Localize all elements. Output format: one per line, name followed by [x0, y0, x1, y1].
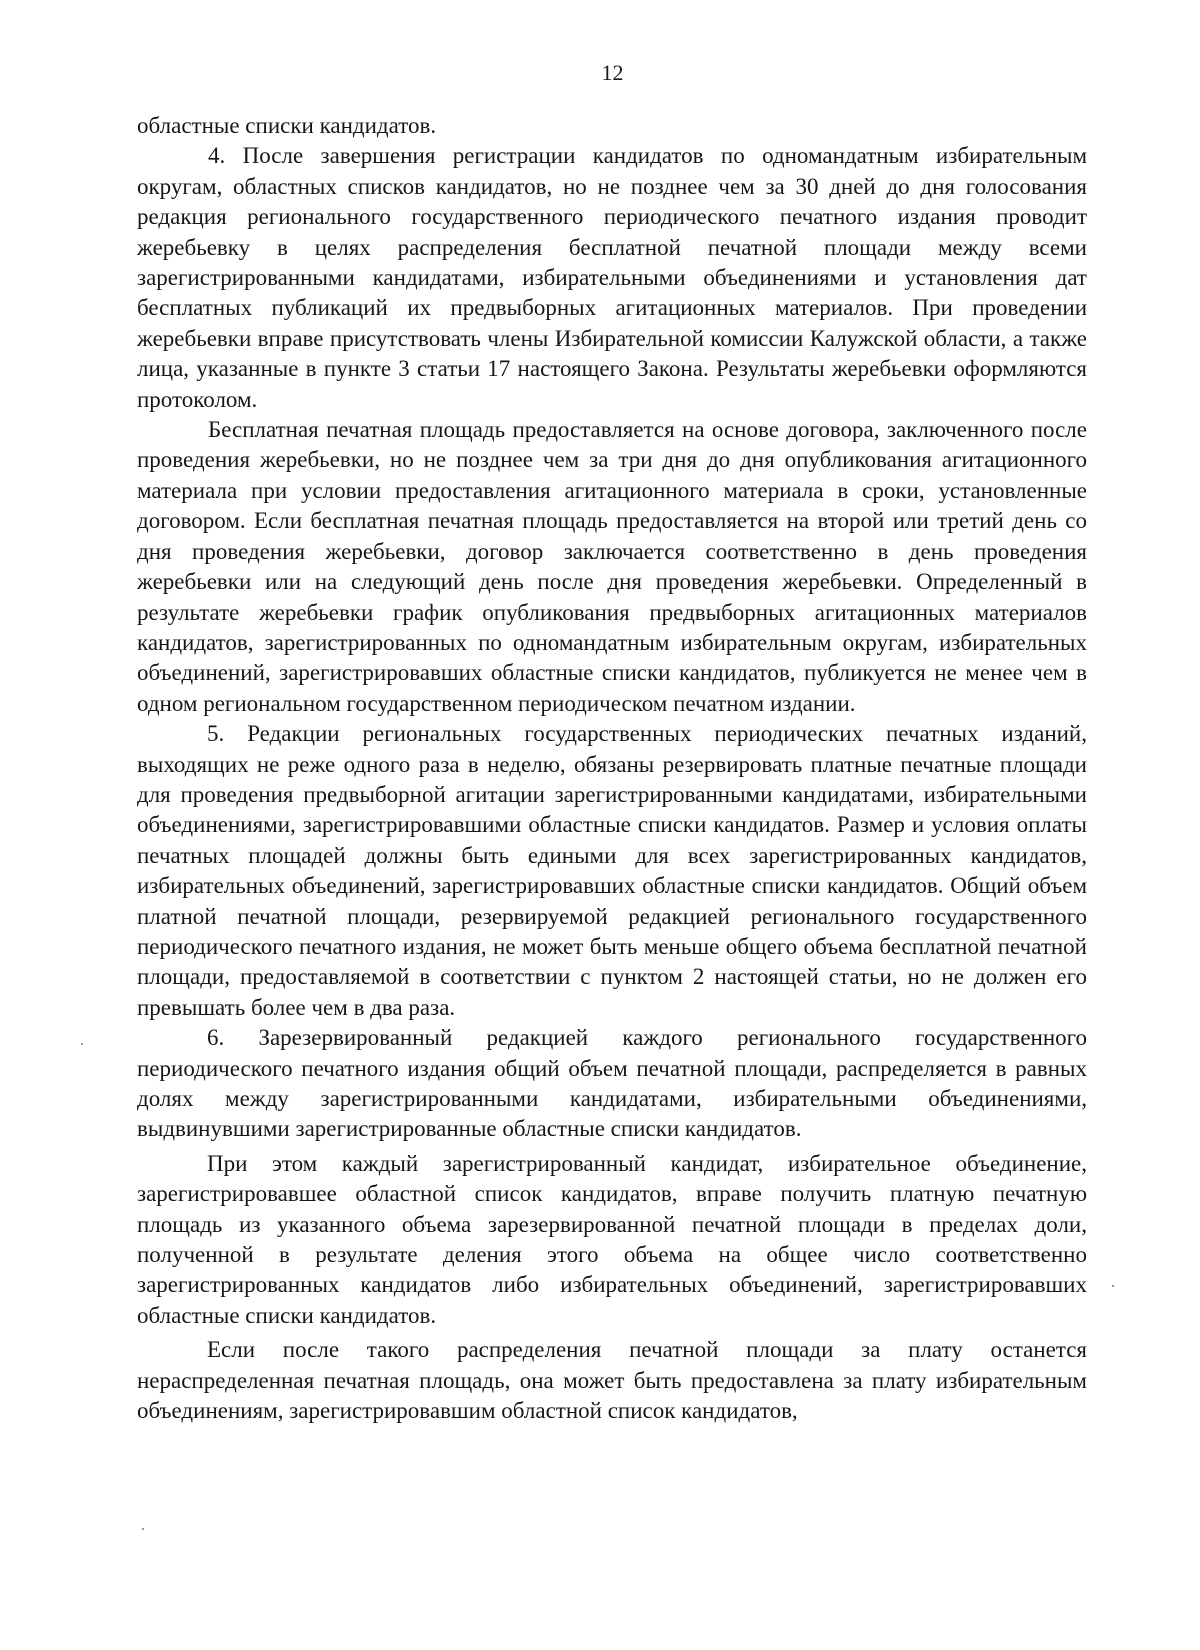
paragraph-undistributed-space: Если после такого распределения печатной площади за плату останется нераспределенная печатная площадь, она может быть предоставлена за плату избирательным объединениям, зарегистрировавшим областной список кандидатов, — [137, 1337, 1087, 1424]
paragraph-continuation: областные списки кандидатов. — [137, 113, 437, 138]
scan-speck — [1112, 1285, 1114, 1287]
scan-speck — [81, 1043, 83, 1045]
scan-speck — [142, 1528, 144, 1530]
paragraph-item-4: 4. После завершения регистрации кандидатов по одномандатным избирательным округам, областных списков кандидатов, но не позднее чем за 30 дней до дня голосования редакция регионального государственного периодического печатного издания проводит жеребьевку в целях распределения бесплатной печатной площади между всеми зарегистрированными кандидатами, избирательными объединениями и установления дат бесплатных публикаций их предвыборных агитационных материалов. При проведении жеребьевки вправе присутствовать члены Избирательной комиссии Калужской области, а также лица, указанные в пункте 3 статьи 17 настоящего Закона. Результаты жеребьевки оформляются протоколом. — [137, 143, 1087, 412]
paragraph-item-5: 5. Редакции региональных государственных периодических печатных изданий, выходящих не реже одного раза в неделю, обязаны резервировать платные печатные площади для проведения предвыборной агитации зарегистрированными кандидатами, избирательными объединениями, зарегистрировавшими областные списки кандидатов. Размер и условия оплаты печатных площадей должны быть едиными для всех зарегистрированных кандидатов, избирательных объединений, зарегистрировавших областные списки кандидатов. Общий объем платной печатной площади, резервируемой редакцией регионального государственного периодического печатного издания, не может быть меньше общего объема бесплатной печатной площади, предоставляемой в соответствии с пунктом 2 настоящей статьи, но не должен его превышать более чем в два раза. — [137, 721, 1087, 1020]
document-body — [137, 111, 1087, 1426]
paragraph-item-6: 6. Зарезервированный редакцией каждого регионального государственного периодического печатного издания общий объем печатной площади, распределяется в равных долях между зарегистрированными кандидатами, избирательными объединениями, выдвинувшими зарегистрированные областные списки кандидатов. — [137, 1025, 1087, 1142]
paragraph-free-space: Бесплатная печатная площадь предоставляется на основе договора, заключенного после проведения жеребьевки, но не позднее чем за три дня до дня опубликования агитационного материала при условии предоставления агитационного материала в сроки, установленные договором. Если бесплатная печатная площадь предоставляется на второй или третий день со дня проведения жеребьевки, договор заключается соответственно в день проведения жеребьевки или на следующий день после дня проведения жеребьевки. Определенный в результате жеребьевки график опубликования предвыборных агитационных материалов кандидатов, зарегистрированных по одномандатным избирательным округам, избирательных объединений, зарегистрировавших областные списки кандидатов, публикуется не менее чем в одном региональном государственном периодическом печатном издании. — [137, 417, 1087, 716]
page-number: 12 — [601, 60, 624, 85]
paragraph-each-candidate: При этом каждый зарегистрированный кандидат, избирательное объединение, зарегистрировавшее областной список кандидатов, вправе получить платную печатную площадь из указанного объема зарезервированной печатной площади в пределах доли, полученной в результате деления этого объема на общее число соответственно зарегистрированных кандидатов либо избирательных объединений, зарегистрировавших областные списки кандидатов. — [137, 1150, 1087, 1328]
